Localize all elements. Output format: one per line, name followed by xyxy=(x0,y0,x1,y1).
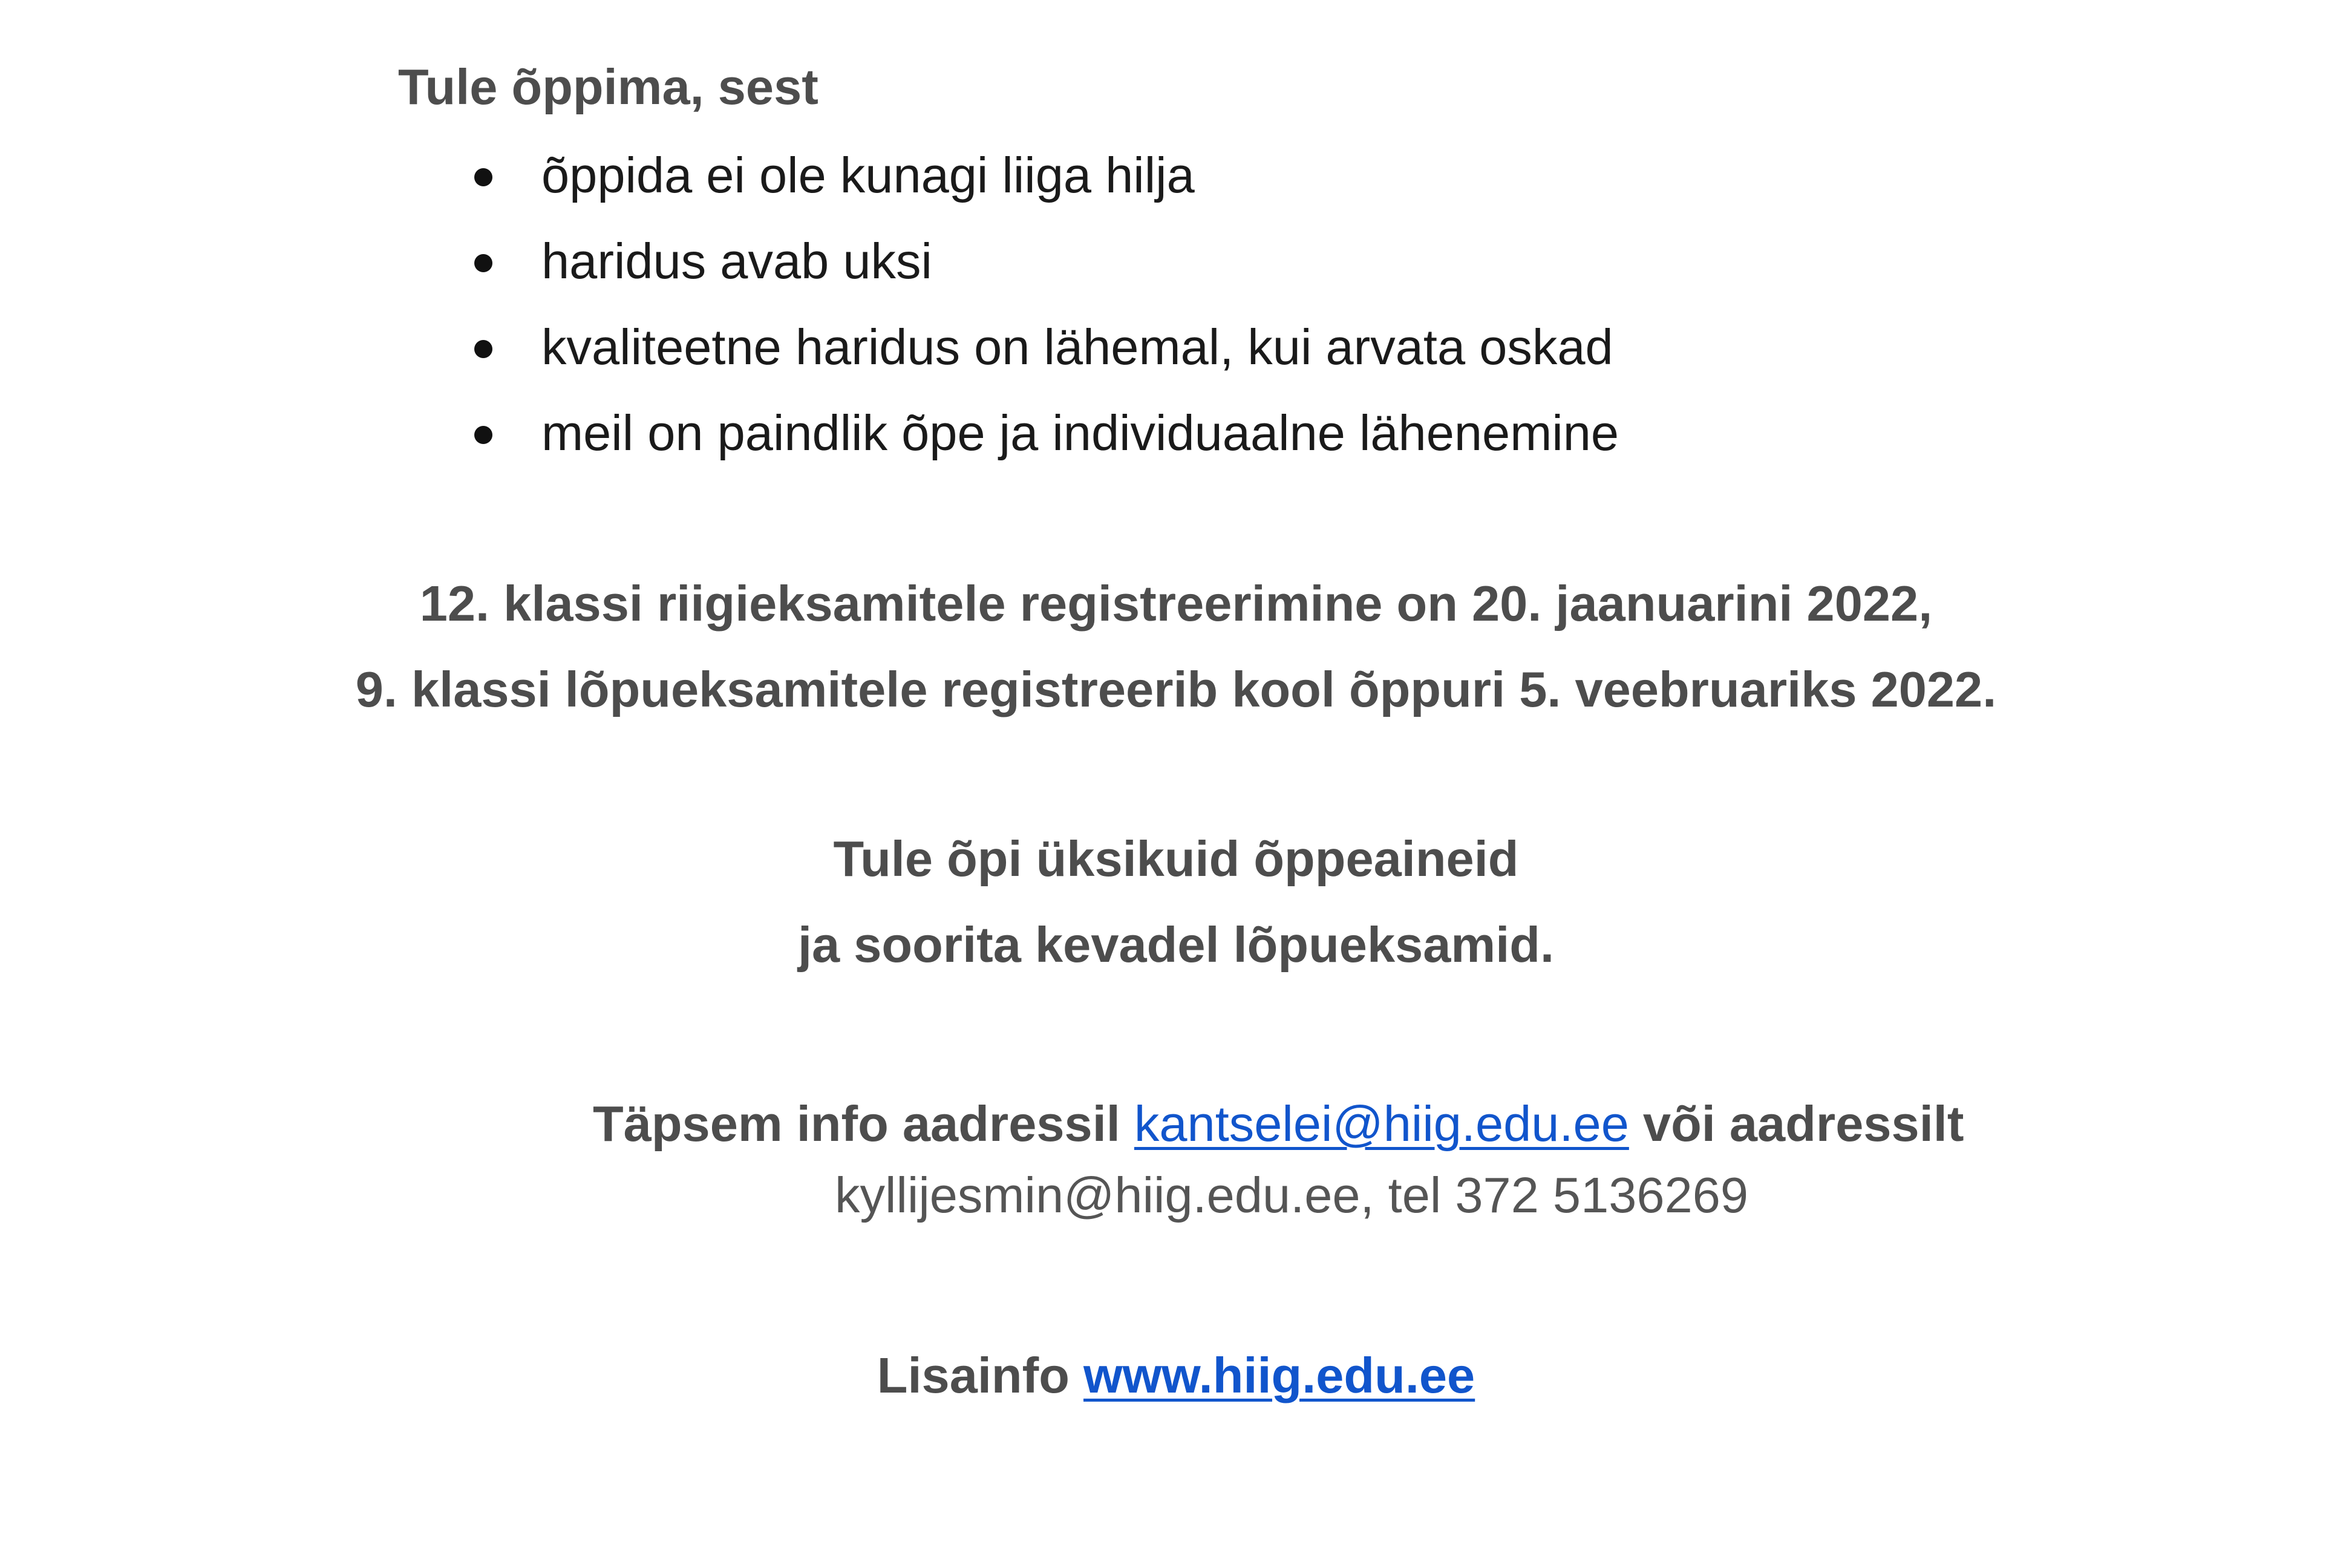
more-info-label: Lisainfo xyxy=(877,1347,1084,1403)
contact-info-line xyxy=(593,1095,1964,1153)
list-item-text: õppida ei ole kunagi liiga hilja xyxy=(541,147,1195,203)
exam-registration-line-1: 12. klassi riigieksamitele registreerimine on 20. jaanuarini 2022, xyxy=(419,575,1933,632)
bullet-icon xyxy=(474,254,492,272)
more-info-line xyxy=(0,1347,2352,1405)
contact-details-line xyxy=(835,1166,1748,1224)
exam-registration-line-2: 9. klassi lõpueksamitele registreerib kool õppuri 5. veebruariks 2022. xyxy=(355,661,1997,717)
bullet-icon xyxy=(474,340,492,358)
secondary-email: kyllijesmin@hiig.edu.ee xyxy=(835,1167,1361,1223)
list-item-text: kvaliteetne haridus on lähemal, kui arvata oskad xyxy=(541,319,1613,375)
list-item-text: meil on paindlik õpe ja individuaalne lähenemine xyxy=(541,405,1619,461)
bullet-icon xyxy=(474,426,492,444)
phone-text: , tel 372 5136269 xyxy=(1360,1167,1749,1223)
bullet-icon xyxy=(474,168,492,186)
study-line-2: ja soorita kevadel lõpueksamid. xyxy=(797,916,1555,973)
email-link[interactable]: kantselei@hiig.edu.ee xyxy=(1134,1096,1629,1152)
study-line-1: Tule õpi üksikuid õppeaineid xyxy=(833,831,1519,887)
list-item-text: haridus avab uksi xyxy=(541,233,932,289)
intro-heading: Tule õppima, sest xyxy=(398,59,818,115)
contact-suffix: või aadressilt xyxy=(1628,1096,1964,1152)
contact-prefix: Täpsem info aadressil xyxy=(593,1096,1134,1152)
website-link[interactable]: www.hiig.edu.ee xyxy=(1083,1347,1475,1403)
